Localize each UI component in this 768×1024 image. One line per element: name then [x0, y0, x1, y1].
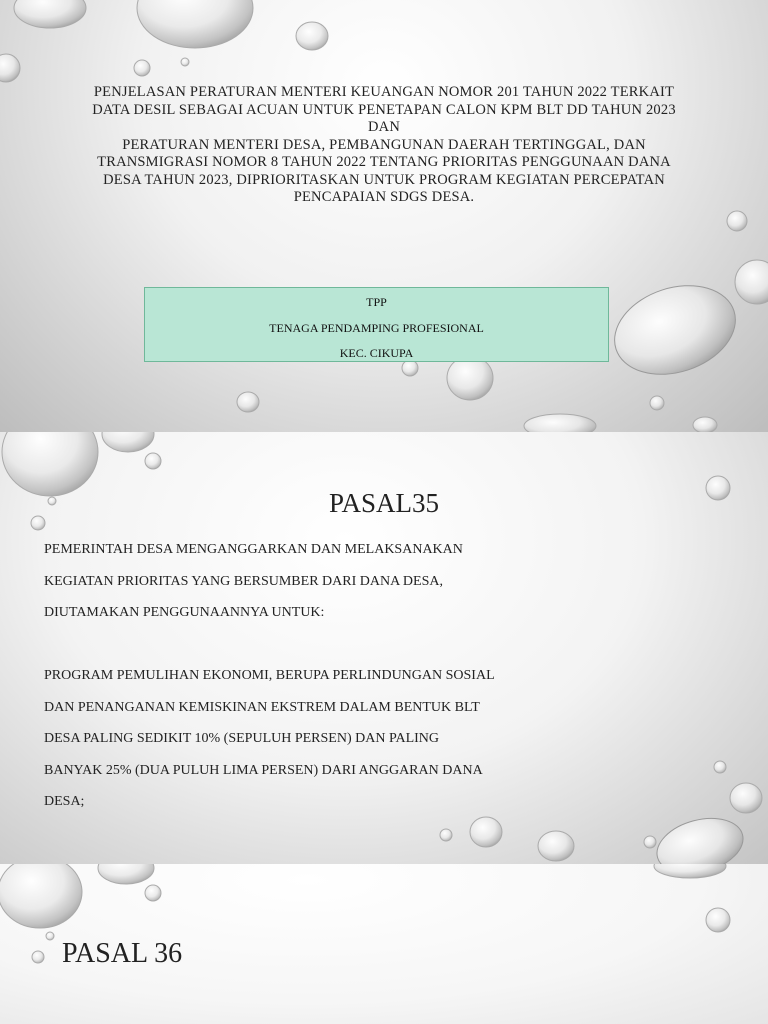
presenter-role: TENAGA PENDAMPING PROFESIONAL [269, 321, 484, 335]
title-line: PENCAPAIAN SDGS DESA. [293, 189, 475, 205]
title-line: TRANSMIGRASI NOMOR 8 TAHUN 2022 TENTANG PRIORITAS PENGGUNAAN DANA [97, 154, 671, 170]
body-line: DAN PENANGANAN KEMISKINAN EKSTREM DALAM BENTUK BLT [44, 699, 480, 715]
article-heading: PASAL35 [328, 488, 440, 518]
body-line: DESA; [44, 794, 85, 809]
slide-3 [0, 864, 768, 1024]
slide-1 [0, 0, 768, 432]
title-line: PENJELASAN PERATURAN MENTERI KEUANGAN NOMOR 201 TAHUN 2022 TERKAIT [93, 84, 675, 100]
body-line: DESA PALING SEDIKIT 10% (SEPULUH PERSEN) DAN PALING [44, 731, 440, 746]
title-line: DAN [367, 119, 400, 135]
title-line: DATA DESIL SEBAGAI ACUAN UNTUK PENETAPAN CALON KPM BLT DD TAHUN 2023 [92, 101, 676, 118]
presenter-box [144, 287, 609, 362]
presenter-location: KEC. CIKUPA [339, 346, 414, 360]
water-droplets-decoration [0, 0, 768, 432]
body-line: DIUTAMAKAN PENGGUNAANNYA UNTUK: [44, 605, 325, 620]
body-line: KEGIATAN PRIORITAS YANG BERSUMBER DARI DANA DESA, [44, 573, 443, 589]
article-body [44, 534, 495, 818]
body-line: PEMERINTAH DESA MENGANGGARKAN DAN MELAKSANAKAN [44, 542, 463, 557]
presenter-abbrev: TPP [366, 295, 387, 309]
title-line: PERATURAN MENTERI DESA, PEMBANGUNAN DAERAH TERTINGGAL, DAN [122, 136, 646, 153]
slide-1-title [60, 84, 708, 207]
body-line [44, 629, 495, 661]
body-line: BANYAK 25% (DUA PULUH LIMA PERSEN) DARI ANGGARAN DANA [44, 762, 483, 778]
slide-2 [0, 432, 768, 864]
title-line: DESA TAHUN 2023, DIPRIORITASKAN UNTUK PROGRAM KEGIATAN PERCEPATAN [103, 171, 665, 188]
body-line: PROGRAM PEMULIHAN EKONOMI, BERUPA PERLINDUNGAN SOSIAL [44, 668, 495, 683]
article-heading: PASAL 36 [62, 938, 183, 969]
